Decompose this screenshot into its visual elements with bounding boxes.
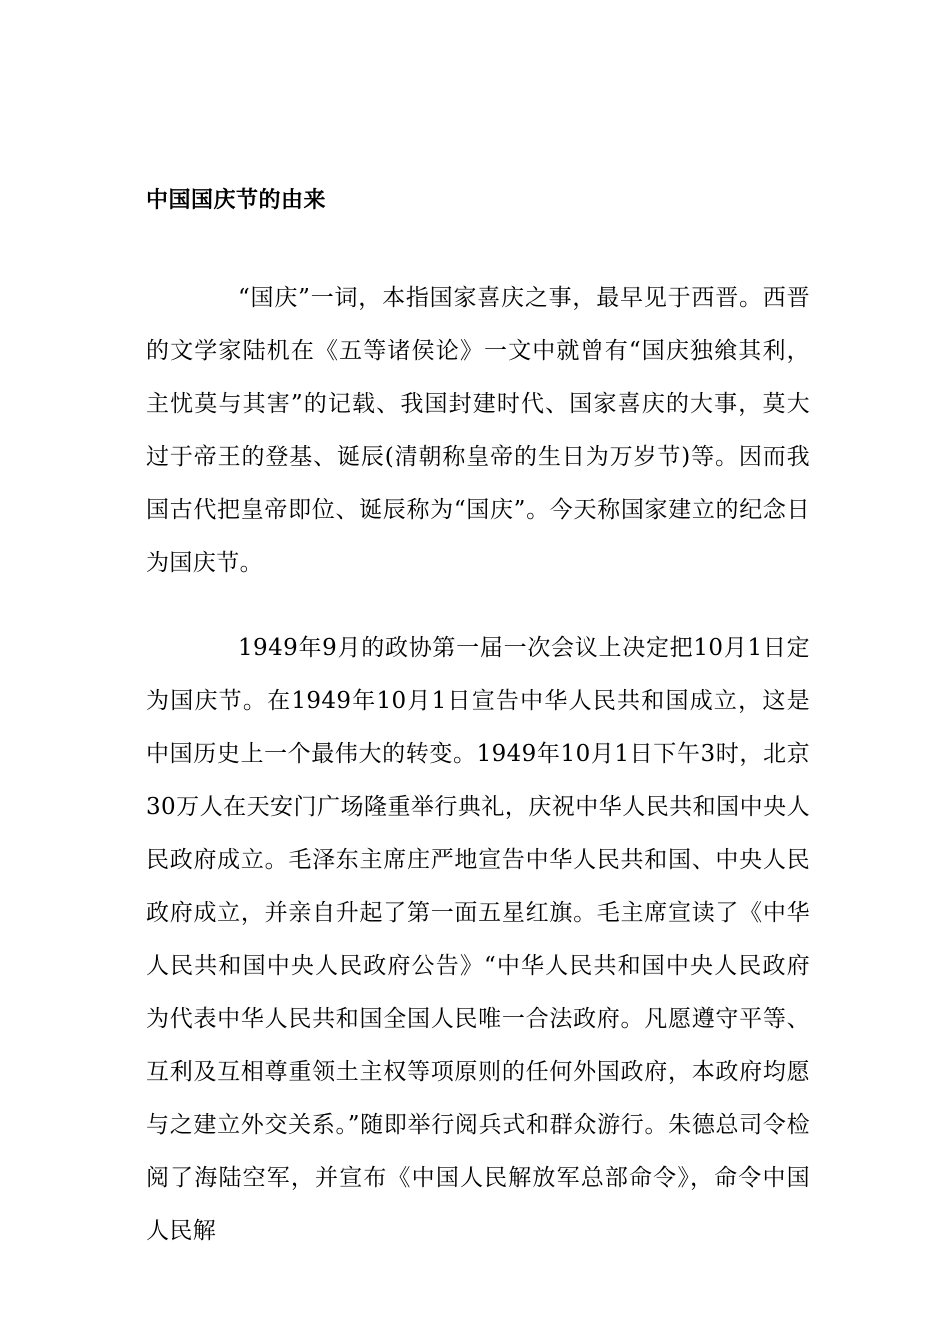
document-title: 中国国庆节的由来: [146, 187, 327, 213]
paragraph-origin: “国庆”一词，本指国家喜庆之事，最早见于西晋。西晋的文学家陆机在《五等诸侯论》一文中就曾有“国庆独飨其利，主忧莫与其害”的记载、我国封建时代、国家喜庆的大事，莫大过于帝王的登基、诞辰(清朝称皇帝的生日为万岁节)等。因而我国古代把皇帝即位、诞辰称为“国庆”。今天称国家建立的纪念日为国庆节。: [146, 285, 810, 576]
paragraph-1949: 1949年9月的政协第一届一次会议上决定把10月1日定为国庆节。在1949年10月1日宣告中华人民共和国成立，这是中国历史上一个最伟大的转变。1949年10月1日下午3时，北京30万人在天安门广场隆重举行典礼，庆祝中华人民共和国中央人民政府成立。毛泽东主席庄严地宣告中华人民共和国、中央人民政府成立，并亲自升起了第一面五星红旗。毛主席宣读了《中华人民共和国中央人民政府公告》“中华人民共和国中央人民政府为代表中华人民共和国全国人民唯一合法政府。凡愿遵守平等、互利及互相尊重领土主权等项原则的任何外国政府，本政府均愿与之建立外交关系。”随即举行阅兵式和群众游行。朱德总司令检阅了海陆空军，并宣布《中国人民解放军总部命令》，命令中国人民解: [146, 635, 810, 1244]
